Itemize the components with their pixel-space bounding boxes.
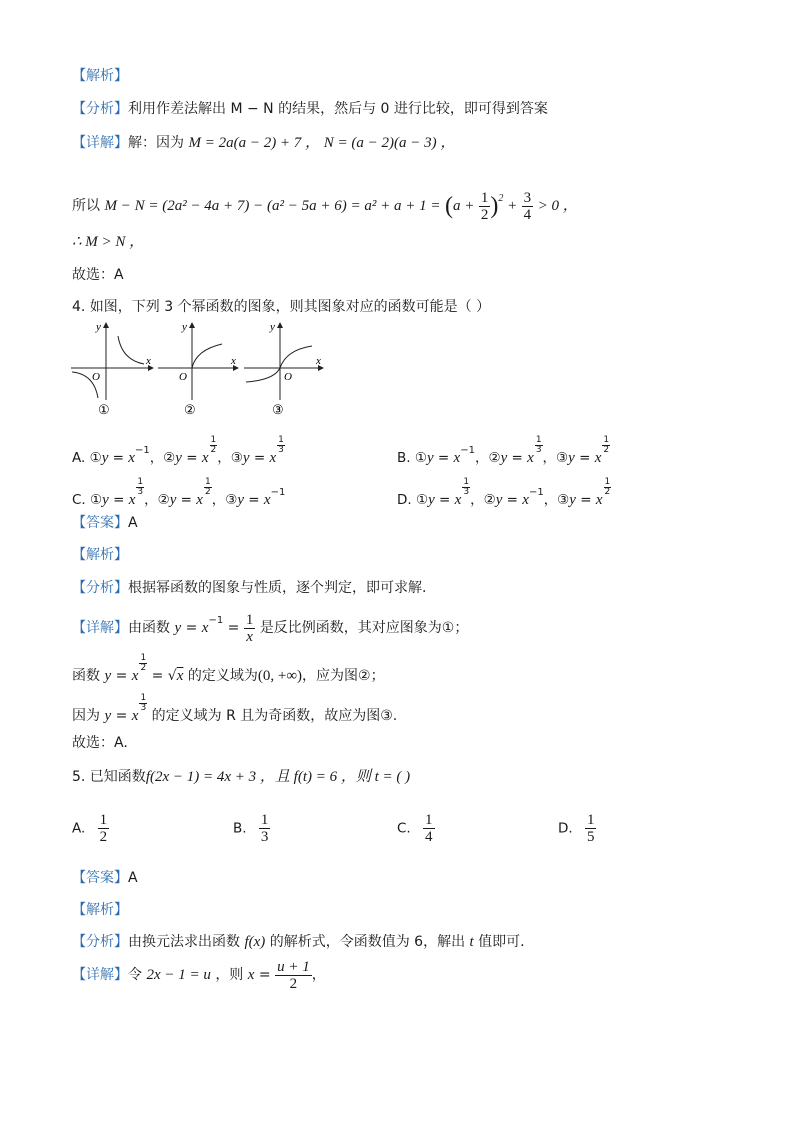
difference-expression: M − N = (2a² − 4a + 7) − (a² − 5a + 6) = a² + a + 1 =	[104, 198, 441, 214]
question-4-stem: 4. 如图，下列 3 个幂函数的图象，则其图象对应的函数可能是（ ）	[72, 299, 491, 315]
option-b[interactable]: B. ①y = $x^{-1}$，②y = x $\frac{1}{3}$ ，③y = x $\frac{1}{2}$	[397, 435, 610, 466]
answer-value-q4: A	[128, 515, 138, 531]
detail-line-q4: 【详解】由函数 $y = x^{-1}$ = $\frac{1}{x}$ 是反比例函数，其对应图象为①；	[72, 611, 469, 645]
graph-3-y-axis-label: y	[270, 321, 275, 333]
power-function-graphs	[66, 318, 336, 418]
graph-3-origin-label: O	[284, 371, 292, 383]
choice-line-q3: 故选：A	[72, 267, 124, 283]
domain-line-3: 因为 y = x $\frac{1}{3}$ 的定义域为 R 且为奇函数，故应为图③.	[72, 693, 398, 724]
jiexi-label-q5: 【解析】	[72, 902, 128, 918]
analysis-line-q3: 【分析】利用作差法解出 M − N 的结果，然后与 0 进行比较，即可得到答案	[72, 101, 548, 117]
q5-option-a[interactable]: A. $\frac{1}{2}$	[72, 812, 108, 845]
analysis-text: 利用作差法解出 M − N 的结果，然后与 0 进行比较，即可得到答案	[128, 101, 548, 117]
q5-option-b[interactable]: B. $\frac{1}{3}$	[233, 812, 269, 845]
conclusion-line: ∴ M > N ，	[72, 234, 145, 250]
option-a[interactable]: A. ①y = $x^{-1}$，②y = x $\frac{1}{2}$ ，③y = x $\frac{1}{3}$	[72, 435, 284, 466]
q5-option-d[interactable]: D. $\frac{1}{5}$	[558, 812, 595, 845]
graph-1-label: ①	[98, 402, 110, 417]
answer-line-q5: 【答案】A	[72, 870, 138, 886]
graph-3	[244, 321, 324, 417]
option-c[interactable]: C. ①y = x $\frac{1}{3}$ ，②y = x $\frac{1}{2}$ ，③y = $x^{-1}$	[72, 477, 286, 508]
graph-3-x-axis-label: x	[316, 355, 321, 367]
graph-1-y-axis-label: y	[96, 321, 101, 333]
graph-2-origin-label: O	[179, 371, 187, 383]
three-quarters-fraction: $\frac{3}{4}$	[523, 189, 532, 223]
question-5-stem: 5. 已知函数f(2x − 1) = 4x + 3 ，且 f(t) = 6 ，则 t = ( )	[72, 769, 411, 785]
graph-3-label: ③	[272, 402, 284, 417]
detail-line-q5: 【详解】令 2x − 1 = u ，则 x = $\frac{u + 1}{2}$ ，	[72, 958, 326, 992]
domain-line-2: 函数 y = x $\frac{1}{2}$ = √x 的定义域为(0, +∞)，应为图②；	[72, 653, 385, 684]
detail-line-q3: 【详解】解：因为 M = 2a(a − 2) + 7 ， N = (a − 2)(a − 3) ，	[72, 135, 456, 151]
q5-option-c[interactable]: C. $\frac{1}{4}$	[397, 812, 433, 845]
half-fraction: $\frac{1}{2}$	[480, 189, 489, 223]
option-d[interactable]: D. ①y = x $\frac{1}{3}$ ，②y = $x^{-1}$，③y = x $\frac{1}{2}$	[397, 477, 611, 508]
answer-value-q5: A	[128, 870, 138, 886]
analysis-line-q4: 【分析】根据幂函数的图象与性质，逐个判定，即可求解.	[72, 580, 427, 596]
jiexi-label-q3: 【解析】	[72, 68, 128, 84]
analysis-line-q5: 【分析】由换元法求出函数 f(x) 的解析式，令函数值为 6，解出 t 值即可.	[72, 934, 525, 950]
answer-line-q4: 【答案】A	[72, 515, 138, 531]
graph-2-label: ②	[184, 402, 196, 417]
difference-line: 所以 M − N = (2a² − 4a + 7) − (a² − 5a + 6) = a² + a + 1 = (a + $\frac{1}{2}$ )$^2$ + $\frac{3}{4}$ > 0 ，	[72, 189, 578, 223]
graph-1-x-axis-label: x	[146, 355, 151, 367]
graph-2-y-axis-label: y	[182, 321, 187, 333]
mn-definition: M = 2a(a − 2) + 7 ， N = (a − 2)(a − 3) ，	[188, 135, 456, 151]
graph-1-origin-label: O	[92, 371, 100, 383]
choice-line-q4: 故选：A.	[72, 735, 128, 751]
graph-1	[71, 321, 154, 417]
jiexi-label-q4: 【解析】	[72, 547, 128, 563]
graph-2	[158, 321, 239, 417]
graph-2-x-axis-label: x	[231, 355, 236, 367]
